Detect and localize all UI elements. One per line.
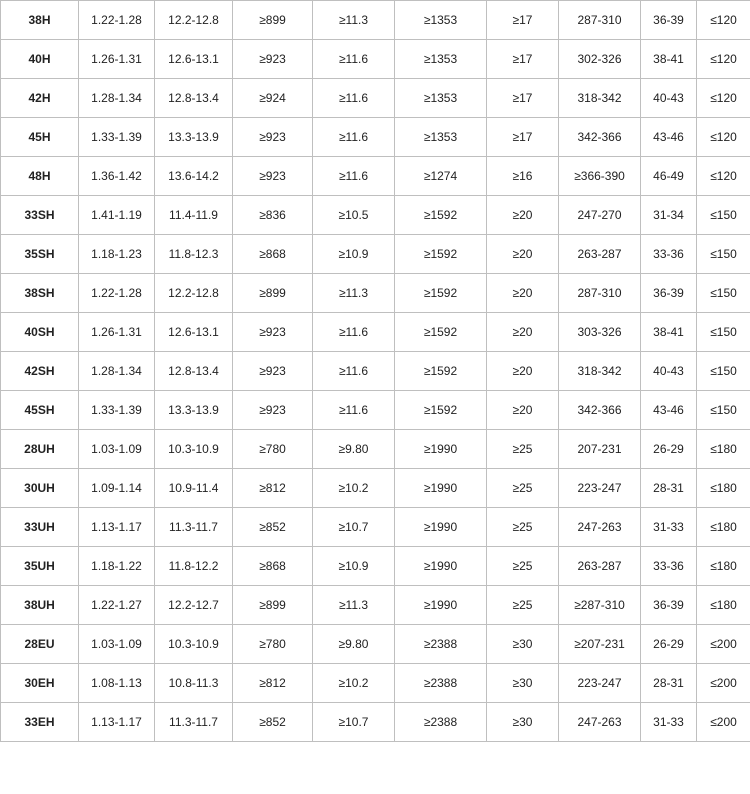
cell-value: ≤180 [697,469,750,508]
cell-grade: 30EH [1,664,79,703]
cell-value: ≥11.6 [313,391,395,430]
cell-value: 36-39 [641,586,697,625]
cell-value: ≥1592 [395,196,487,235]
cell-value: ≥836 [233,196,313,235]
table-row [1,196,750,235]
cell-value: ≥10.7 [313,703,395,742]
cell-value: ≥852 [233,703,313,742]
cell-value: ≥11.6 [313,79,395,118]
cell-value: ≥10.5 [313,196,395,235]
cell-value: ≥20 [487,235,559,274]
cell-value: ≥2388 [395,625,487,664]
cell-value: 12.8-13.4 [155,352,233,391]
table-row [1,586,750,625]
cell-value: 287-310 [559,274,641,313]
cell-value: 11.3-11.7 [155,508,233,547]
cell-value: 1.33-1.39 [79,391,155,430]
cell-value: ≥1990 [395,469,487,508]
cell-value: 12.2-12.7 [155,586,233,625]
cell-value: 1.28-1.34 [79,79,155,118]
cell-value: 10.3-10.9 [155,625,233,664]
cell-value: ≥207-231 [559,625,641,664]
cell-value: 33-36 [641,235,697,274]
cell-value: ≥16 [487,157,559,196]
cell-value: ≥1592 [395,274,487,313]
cell-value: 1.22-1.28 [79,274,155,313]
cell-value: ≥923 [233,157,313,196]
cell-value: 26-29 [641,625,697,664]
cell-value: 263-287 [559,547,641,586]
cell-value: ≥11.3 [313,274,395,313]
table-row [1,235,750,274]
cell-value: ≥30 [487,625,559,664]
cell-value: ≥20 [487,352,559,391]
table-row [1,703,750,742]
cell-value: ≤200 [697,664,750,703]
cell-value: 1.28-1.34 [79,352,155,391]
cell-value: 1.08-1.13 [79,664,155,703]
cell-value: ≥2388 [395,664,487,703]
cell-value: ≥1592 [395,313,487,352]
table-row [1,118,750,157]
cell-value: 12.6-13.1 [155,40,233,79]
cell-value: 26-29 [641,430,697,469]
table-row [1,469,750,508]
cell-value: ≤180 [697,547,750,586]
cell-value: 247-263 [559,508,641,547]
cell-value: 11.8-12.3 [155,235,233,274]
cell-value: ≥366-390 [559,157,641,196]
cell-value: ≥30 [487,664,559,703]
table-row [1,547,750,586]
cell-value: 1.18-1.23 [79,235,155,274]
cell-value: ≥923 [233,313,313,352]
cell-value: 207-231 [559,430,641,469]
cell-value: 342-366 [559,118,641,157]
cell-value: ≥1990 [395,586,487,625]
cell-value: 40-43 [641,352,697,391]
cell-value: ≥25 [487,508,559,547]
cell-value: ≥1353 [395,118,487,157]
cell-value: 1.09-1.14 [79,469,155,508]
cell-value: ≥11.6 [313,352,395,391]
cell-value: 12.6-13.1 [155,313,233,352]
table-row [1,430,750,469]
cell-grade: 28UH [1,430,79,469]
cell-value: ≥25 [487,586,559,625]
cell-value: ≥11.6 [313,157,395,196]
cell-value: ≤150 [697,391,750,430]
cell-value: ≥923 [233,118,313,157]
cell-value: ≥924 [233,79,313,118]
cell-value: ≥780 [233,430,313,469]
cell-value: 302-326 [559,40,641,79]
cell-value: 36-39 [641,274,697,313]
cell-grade: 48H [1,157,79,196]
cell-value: 36-39 [641,1,697,40]
table-row [1,664,750,703]
cell-value: 1.03-1.09 [79,625,155,664]
table-body [1,1,750,742]
cell-value: 31-34 [641,196,697,235]
cell-value: ≥1990 [395,508,487,547]
cell-value: ≥20 [487,391,559,430]
table-row [1,40,750,79]
cell-value: 38-41 [641,40,697,79]
table-row [1,1,750,40]
cell-value: ≥1274 [395,157,487,196]
cell-value: 38-41 [641,313,697,352]
cell-value: ≥20 [487,274,559,313]
cell-value: ≥17 [487,40,559,79]
cell-value: 12.2-12.8 [155,274,233,313]
cell-value: 40-43 [641,79,697,118]
cell-value: ≥20 [487,196,559,235]
cell-value: ≥1592 [395,235,487,274]
cell-value: 10.3-10.9 [155,430,233,469]
cell-grade: 38SH [1,274,79,313]
cell-value: 28-31 [641,469,697,508]
cell-value: ≥17 [487,79,559,118]
cell-value: ≥10.9 [313,547,395,586]
cell-value: ≥780 [233,625,313,664]
cell-grade: 28EU [1,625,79,664]
cell-value: 247-263 [559,703,641,742]
cell-value: ≥10.2 [313,469,395,508]
cell-value: ≥1353 [395,40,487,79]
cell-value: ≥10.7 [313,508,395,547]
table-row [1,274,750,313]
cell-value: ≤120 [697,1,750,40]
table-row [1,625,750,664]
cell-value: 31-33 [641,508,697,547]
cell-grade: 35UH [1,547,79,586]
cell-value: ≥20 [487,313,559,352]
cell-value: 223-247 [559,664,641,703]
cell-grade: 38UH [1,586,79,625]
cell-value: ≤150 [697,274,750,313]
cell-value: 10.8-11.3 [155,664,233,703]
cell-value: ≤200 [697,625,750,664]
cell-grade: 40H [1,40,79,79]
cell-value: ≤120 [697,157,750,196]
cell-value: ≤150 [697,235,750,274]
cell-value: 1.36-1.42 [79,157,155,196]
cell-value: 13.3-13.9 [155,391,233,430]
cell-value: ≥25 [487,430,559,469]
cell-value: ≥1990 [395,547,487,586]
cell-value: ≤200 [697,703,750,742]
cell-value: 28-31 [641,664,697,703]
cell-grade: 38H [1,1,79,40]
cell-value: 1.18-1.22 [79,547,155,586]
cell-value: ≥25 [487,547,559,586]
cell-value: 10.9-11.4 [155,469,233,508]
cell-value: 287-310 [559,1,641,40]
cell-value: ≤180 [697,586,750,625]
cell-value: 1.41-1.19 [79,196,155,235]
table-row [1,313,750,352]
table-row [1,391,750,430]
cell-value: 43-46 [641,118,697,157]
cell-value: ≥10.9 [313,235,395,274]
cell-value: 1.13-1.17 [79,703,155,742]
cell-grade: 30UH [1,469,79,508]
cell-value: 318-342 [559,352,641,391]
cell-value: 1.22-1.28 [79,1,155,40]
cell-value: 31-33 [641,703,697,742]
cell-grade: 45SH [1,391,79,430]
table-row [1,352,750,391]
table-row [1,508,750,547]
cell-value: ≥2388 [395,703,487,742]
cell-value: 1.33-1.39 [79,118,155,157]
cell-value: 11.3-11.7 [155,703,233,742]
cell-value: 223-247 [559,469,641,508]
cell-value: 263-287 [559,235,641,274]
cell-value: 303-326 [559,313,641,352]
cell-value: ≥11.6 [313,40,395,79]
cell-value: 1.13-1.17 [79,508,155,547]
cell-value: ≥899 [233,274,313,313]
cell-value: 342-366 [559,391,641,430]
cell-value: ≥1353 [395,79,487,118]
table-row [1,79,750,118]
cell-value: ≥11.6 [313,118,395,157]
cell-value: ≥9.80 [313,430,395,469]
cell-value: ≤180 [697,508,750,547]
cell-grade: 42H [1,79,79,118]
cell-value: ≥1990 [395,430,487,469]
cell-value: ≥868 [233,235,313,274]
cell-value: ≤120 [697,118,750,157]
cell-value: 318-342 [559,79,641,118]
cell-value: ≥1592 [395,391,487,430]
cell-value: 43-46 [641,391,697,430]
cell-value: 12.8-13.4 [155,79,233,118]
cell-grade: 33UH [1,508,79,547]
cell-value: ≥812 [233,664,313,703]
cell-value: ≥11.6 [313,313,395,352]
cell-grade: 33SH [1,196,79,235]
cell-value: ≥899 [233,1,313,40]
cell-value: ≤150 [697,313,750,352]
cell-value: ≥1592 [395,352,487,391]
cell-grade: 40SH [1,313,79,352]
cell-value: 247-270 [559,196,641,235]
cell-value: 1.03-1.09 [79,430,155,469]
cell-value: 1.26-1.31 [79,313,155,352]
cell-value: 11.4-11.9 [155,196,233,235]
cell-value: ≥899 [233,586,313,625]
cell-value: 33-36 [641,547,697,586]
cell-grade: 42SH [1,352,79,391]
cell-value: ≥812 [233,469,313,508]
cell-value: ≥10.2 [313,664,395,703]
cell-grade: 45H [1,118,79,157]
cell-value: ≤120 [697,79,750,118]
cell-value: 13.6-14.2 [155,157,233,196]
cell-value: ≤150 [697,352,750,391]
cell-value: 1.26-1.31 [79,40,155,79]
cell-value: 1.22-1.27 [79,586,155,625]
cell-value: ≥17 [487,1,559,40]
cell-value: ≥11.3 [313,1,395,40]
cell-value: ≤180 [697,430,750,469]
cell-value: ≥923 [233,40,313,79]
cell-value: ≥17 [487,118,559,157]
cell-value: ≥868 [233,547,313,586]
cell-value: 11.8-12.2 [155,547,233,586]
cell-value: ≥11.3 [313,586,395,625]
cell-grade: 35SH [1,235,79,274]
cell-value: 12.2-12.8 [155,1,233,40]
cell-value: ≥30 [487,703,559,742]
cell-value: ≥923 [233,352,313,391]
cell-value: ≥1353 [395,1,487,40]
cell-value: 46-49 [641,157,697,196]
cell-grade: 33EH [1,703,79,742]
cell-value: ≥287-310 [559,586,641,625]
cell-value: ≥25 [487,469,559,508]
cell-value: ≥852 [233,508,313,547]
cell-value: ≥9.80 [313,625,395,664]
table-row [1,157,750,196]
cell-value: ≥923 [233,391,313,430]
cell-value: 13.3-13.9 [155,118,233,157]
cell-value: ≤120 [697,40,750,79]
cell-value: ≤150 [697,196,750,235]
